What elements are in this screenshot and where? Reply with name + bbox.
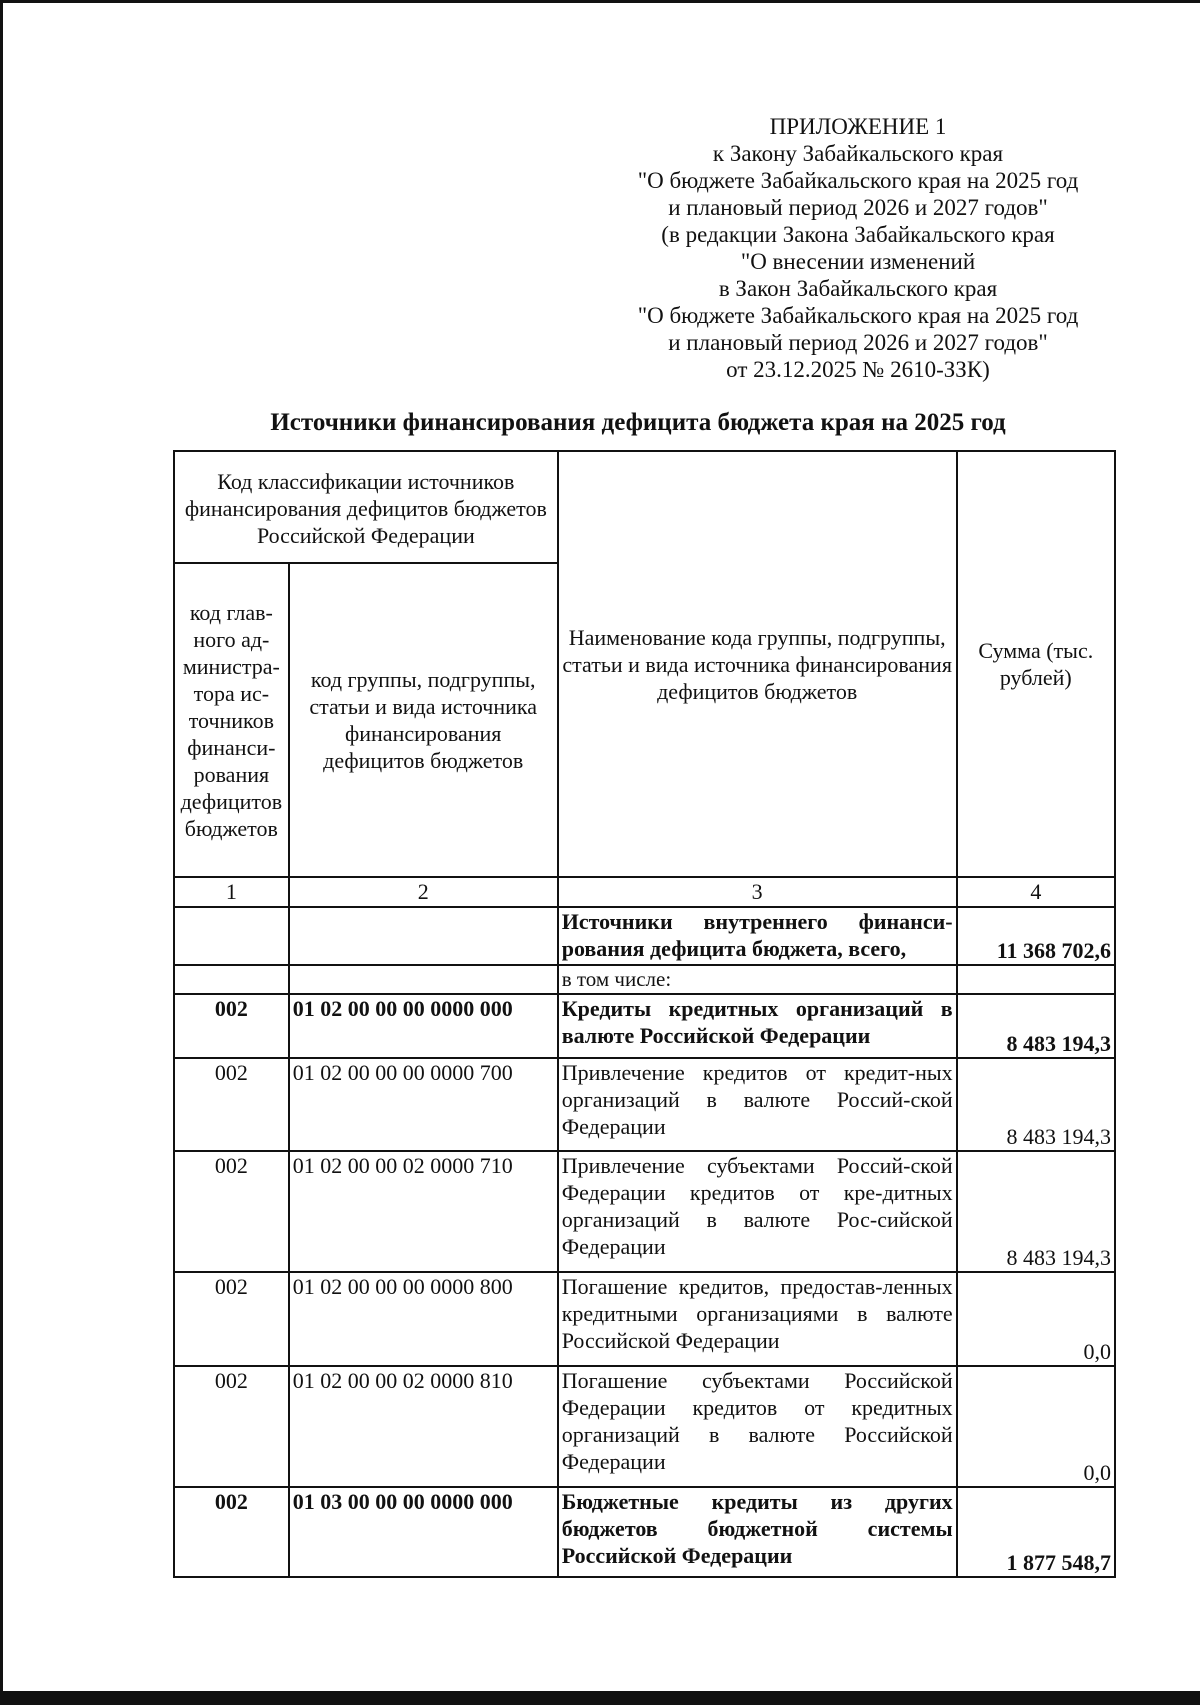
header-line: "О бюджете Забайкальского края на 2025 год [637,303,1079,328]
col3-header: Наименование кода группы, подгруппы, статьи и вида источника финансирования дефицитов бюджетов [558,451,957,877]
scan-border [0,1691,1200,1705]
source-sum: 0,0 [957,1272,1115,1366]
source-name: Привлечение кредитов от кредит-ных организаций в валюте Россий-ской Федерации [558,1058,957,1151]
admin-code: 002 [174,1487,289,1577]
table-row [174,1272,1115,1366]
source-name: Бюджетные кредиты из других бюджетов бюджетной системы Российской Федерации [558,1487,957,1577]
table-row [174,1366,1115,1487]
group-header-cell: Код классификации источников финансирования дефицитов бюджетов Российской Федерации [174,451,558,563]
document-title: Источники финансирования дефицита бюджета края на 2025 год [270,409,1006,436]
total-row-sum: 11 368 702,6 [957,907,1115,965]
including-label: в том числе: [558,965,957,994]
header-line: "О бюджете Забайкальского края на 2025 год [637,168,1079,193]
source-sum: 1 877 548,7 [957,1487,1115,1577]
col-number: 1 [174,877,289,907]
header-line: в Закон Забайкальского края [718,276,998,301]
admin-code: 002 [174,1366,289,1487]
source-sum: 0,0 [957,1366,1115,1487]
admin-code: 002 [174,994,289,1058]
col4-header: Сумма (тыс. рублей) [957,451,1115,877]
table-row [174,1487,1115,1577]
source-name: Погашение субъектами Российской Федерации кредитов от кредитных организаций в валюте Российской Федерации [558,1366,957,1487]
admin-code: 002 [174,1272,289,1366]
source-sum: 8 483 194,3 [957,1058,1115,1151]
admin-code: 002 [174,1151,289,1272]
col-number: 2 [289,877,558,907]
source-name: Привлечение субъектами Россий-ской Федерации кредитов от кре-дитных организаций в валюте Рос-сийской Федерации [558,1151,957,1272]
source-code: 01 02 00 00 00 0000 000 [289,994,558,1058]
source-code: 01 02 00 00 00 0000 700 [289,1058,558,1151]
source-code: 01 03 00 00 00 0000 000 [289,1487,558,1577]
table-row [174,994,1115,1058]
header-line: ПРИЛОЖЕНИЕ 1 [769,114,947,139]
source-sum: 8 483 194,3 [957,994,1115,1058]
source-name: Кредиты кредитных организаций в валюте Российской Федерации [558,994,957,1058]
header-line: и плановый период 2026 и 2027 годов" [668,330,1048,355]
source-sum: 8 483 194,3 [957,1151,1115,1272]
appendix-header [563,113,1153,383]
header-line: и плановый период 2026 и 2027 годов" [668,195,1048,220]
col-number: 3 [558,877,957,907]
source-code: 01 02 00 00 02 0000 710 [289,1151,558,1272]
table-row [174,1151,1115,1272]
total-row-name: Источники внутреннего финанси-рования дефицита бюджета, всего, [558,907,957,965]
col1-header: код глав-ного ад-министра-тора ис-точников финанси-рования дефицитов бюджетов [174,563,289,877]
admin-code: 002 [174,1058,289,1151]
header-line: от 23.12.2025 № 2610-ЗЗК) [726,357,990,382]
financing-sources-table [173,450,1116,1578]
source-name: Погашение кредитов, предостав-ленных кредитными организациями в валюте Российской Федерации [558,1272,957,1366]
col2-header: код группы, подгруппы, статьи и вида источника финансирования дефицитов бюджетов [289,563,558,877]
header-line: (в редакции Закона Забайкальского края [661,222,1055,247]
source-code: 01 02 00 00 00 0000 800 [289,1272,558,1366]
table-row [174,1058,1115,1151]
source-code: 01 02 00 00 02 0000 810 [289,1366,558,1487]
header-line: к Закону Забайкальского края [712,141,1004,166]
header-line: "О внесении изменений [740,249,976,274]
col-number: 4 [957,877,1115,907]
